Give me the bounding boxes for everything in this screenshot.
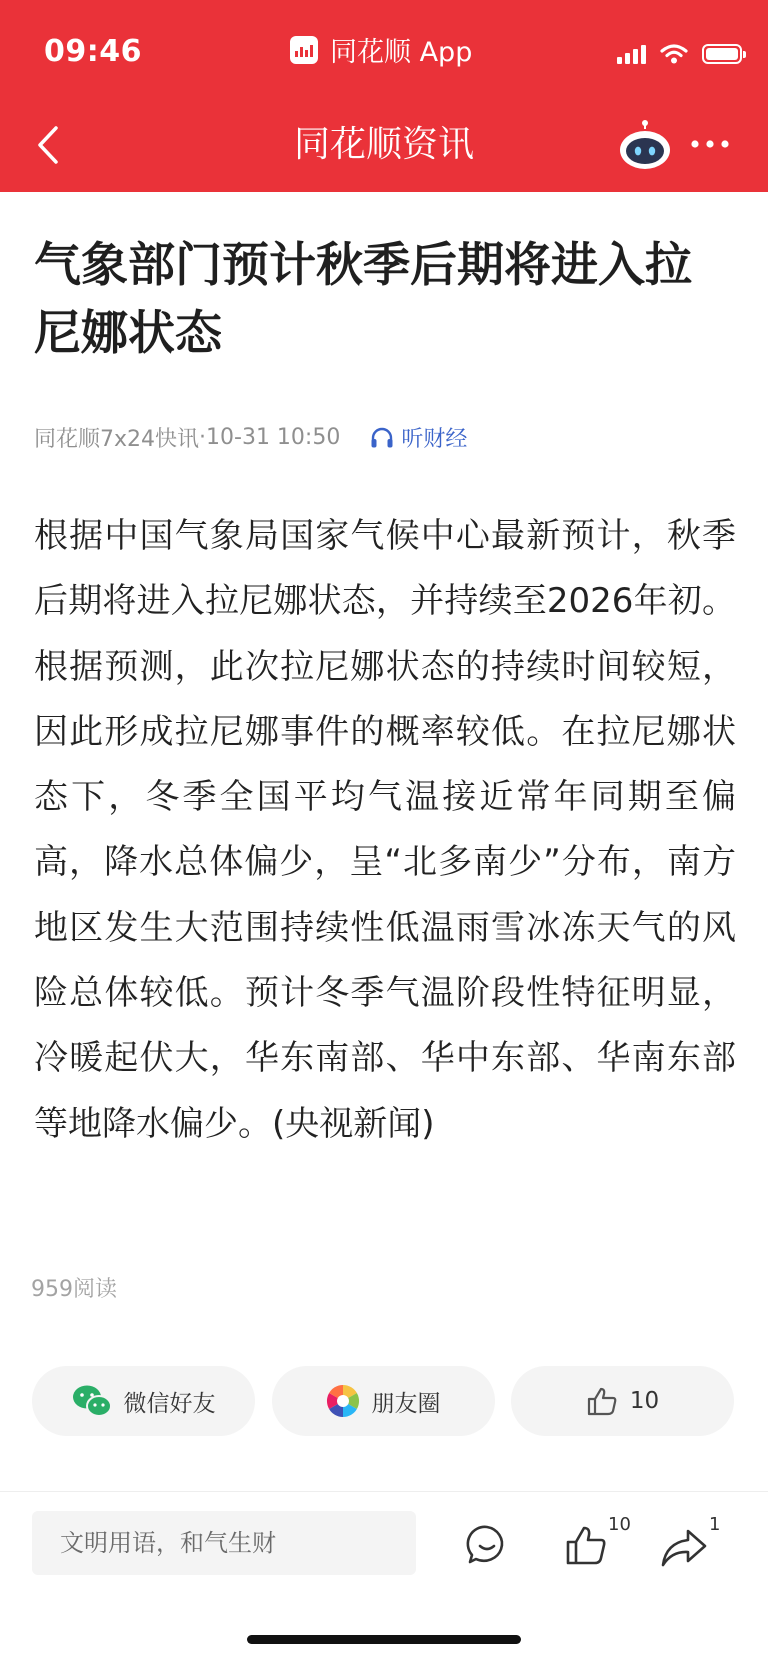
wechat-icon (72, 1384, 112, 1418)
moments-icon (326, 1384, 360, 1418)
bottom-bar (0, 1491, 768, 1664)
app-logo-icon (290, 36, 318, 64)
comment-icon[interactable] (466, 1524, 508, 1566)
home-indicator (247, 1635, 521, 1644)
share-row (32, 1366, 734, 1436)
app-header (0, 0, 768, 192)
share-icon[interactable] (660, 1528, 708, 1568)
robot-icon[interactable] (619, 120, 671, 170)
page-title: 同花顺资讯 (293, 124, 474, 165)
app-name: 同花顺 App (330, 37, 473, 68)
listen-label: 听财经 (401, 427, 468, 452)
headphones-icon (370, 427, 394, 449)
like-button[interactable] (511, 1366, 734, 1436)
status-icons (617, 44, 742, 64)
battery-icon (702, 44, 742, 64)
signal-icon (617, 44, 646, 64)
meta-separator: · (199, 425, 207, 450)
bottom-like-count: 10 (608, 1514, 631, 1535)
like-count: 10 (629, 1388, 660, 1414)
share-wechat-label: 微信好友 (123, 1390, 216, 1417)
article-title: 气象部门预计秋季后期将进入拉尼娜状态 (34, 238, 692, 361)
listen-button[interactable] (370, 422, 467, 453)
share-moments-button[interactable] (272, 1366, 495, 1436)
more-button[interactable] (690, 134, 730, 154)
read-count: 959阅读 (31, 1277, 117, 1302)
article-body: 根据中国气象局国家气候中心最新预计，秋季后期将进入拉尼娜状态，并持续至2026年初。根据预测，此次拉尼娜状态的持续时间较短，因此形成拉尼娜事件的概率较低。在拉尼娜状态下，冬季全国平均气温接近常年同期至偏高，降水总体偏少，呈“北多南少”分布，南方地区发生大范围持续性低温雨雪冰冻天气的风险总体较低。预计冬季气温阶段性特征明显，冷暖起伏大，华东南部、华中东部、华南东部等地降水偏少。(央视新闻) (34, 516, 736, 1144)
comment-input[interactable] (32, 1511, 416, 1575)
article-source: 同花顺7x24快讯 (34, 427, 200, 452)
article-time: 10-31 10:50 (206, 425, 341, 450)
article-meta (34, 422, 467, 453)
thumbs-up-icon (586, 1386, 618, 1416)
share-moments-label: 朋友圈 (371, 1390, 441, 1417)
bottom-like-icon[interactable] (564, 1524, 608, 1566)
share-count: 1 (709, 1514, 721, 1535)
wifi-icon (660, 44, 688, 64)
status-time: 09:46 (44, 34, 142, 69)
share-wechat-button[interactable] (32, 1366, 255, 1436)
app-indicator (290, 30, 472, 69)
